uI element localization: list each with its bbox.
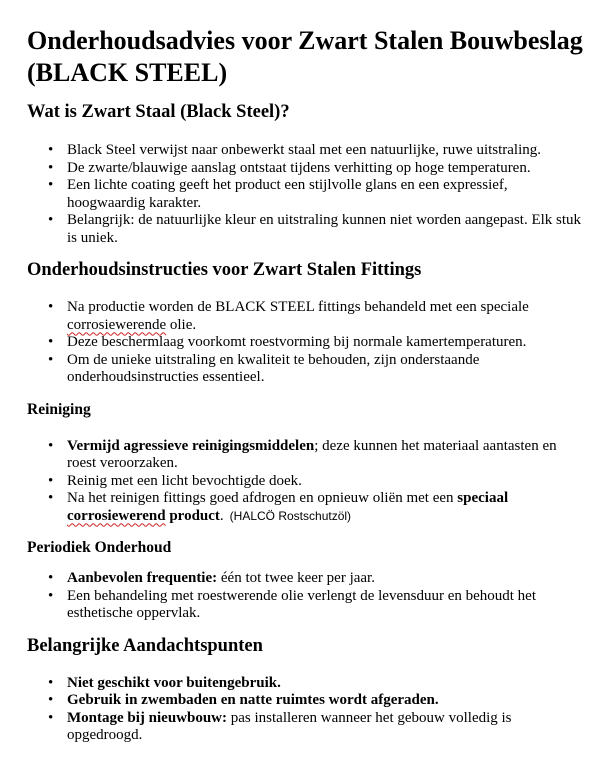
text-run: Na productie worden de BLACK STEEL fittings behandeld met een speciale [67, 299, 529, 315]
text-run: product [165, 507, 220, 524]
text-run: Belangrijk: de natuurlijke kleur en uitstraling kunnen niet worden aangepast. Elk stuk is uniek. [67, 212, 582, 246]
list-item [67, 588, 587, 623]
text-run: olie. [166, 316, 197, 333]
list-item [67, 160, 587, 178]
text-run: Vermijd agressieve reinigingsmiddelen [67, 437, 315, 454]
list-item [67, 490, 587, 525]
section-heading-wat-is-zwart-staal: Wat is Zwart Staal (Black Steel)? [27, 102, 290, 122]
text-run: . [219, 507, 224, 524]
list-item [67, 473, 587, 491]
list-item [67, 212, 587, 247]
document-title: Onderhoudsadvies voor Zwart Stalen Bouwbeslag (BLACK STEEL) [27, 26, 583, 87]
text-run: Aanbevolen frequentie: [67, 570, 218, 586]
text-run: Een behandeling met roestwerende olie verlengt de levensduur en behoudt het esthetische oppervlak. [67, 587, 536, 621]
section-heading-belangrijke-aandachtspunten: Belangrijke Aandachtspunten [27, 635, 263, 656]
text-run: Montage bij nieuwbouw: [67, 709, 228, 726]
text-run: Black Steel verwijst naar onbewerkt staal met een natuurlijke, ruwe uitstraling. [67, 142, 542, 158]
list-item [67, 570, 587, 588]
text-run: één tot twee keer per jaar. [217, 570, 375, 586]
list-item [67, 299, 587, 334]
list-item [67, 675, 587, 693]
bullet-list-reiniging [27, 438, 587, 526]
section-heading-onderhoudsinstructies: Onderhoudsinstructies voor Zwart Stalen Fittings [27, 260, 422, 280]
text-run: speciaal [457, 490, 509, 506]
text-run: Na het reinigen fittings goed afdrogen en opnieuw oliën met een [67, 490, 458, 506]
subsection-heading-periodiek-onderhoud: Periodiek Onderhoud [27, 539, 172, 556]
text-run: pas installeren wanneer het gebouw volledig is opgedroogd. [67, 709, 512, 743]
bullet-list-aandachtspunten [27, 675, 587, 745]
small-note: (HALCÖ Rostschutzöl) [229, 508, 352, 523]
text-run: Reinig met een licht bevochtigde doek. [67, 472, 302, 489]
list-item [67, 710, 587, 745]
list-item [67, 352, 587, 387]
list-item [67, 438, 587, 473]
text-run: De zwarte/blauwige aanslag ontstaat tijdens verhitting op hoge temperaturen. [67, 159, 531, 176]
bullet-list-periodiek-onderhoud [27, 570, 587, 623]
text-run: Om de unieke uitstraling en kwaliteit te behouden, zijn onderstaande onderhoudsinstructies essentieel. [67, 351, 480, 385]
misspelled-word: corrosiewerende [67, 316, 167, 333]
list-item [67, 692, 587, 710]
subsection-heading-reiniging: Reiniging [27, 400, 91, 418]
text-run: Een lichte coating geeft het product een stijlvolle glans en een expressief, hoogwaardig karakter. [67, 177, 508, 211]
list-item [67, 334, 587, 352]
bullet-list-onderhoudsinstructies [27, 299, 587, 387]
misspelled-word: corrosiewerend [67, 507, 166, 524]
list-item [67, 142, 587, 160]
text-run: Niet geschikt voor buitengebruik. [67, 674, 281, 691]
text-run: Gebruik in zwembaden en natte ruimtes wordt afgeraden. [67, 692, 439, 708]
text-run: ; deze kunnen het materiaal aantasten en roest veroorzaken. [67, 437, 557, 471]
text-run: Deze beschermlaag voorkomt roestvorming bij normale kamertemperaturen. [67, 334, 527, 350]
list-item [67, 177, 587, 212]
bullet-list-wat-is [27, 142, 587, 247]
